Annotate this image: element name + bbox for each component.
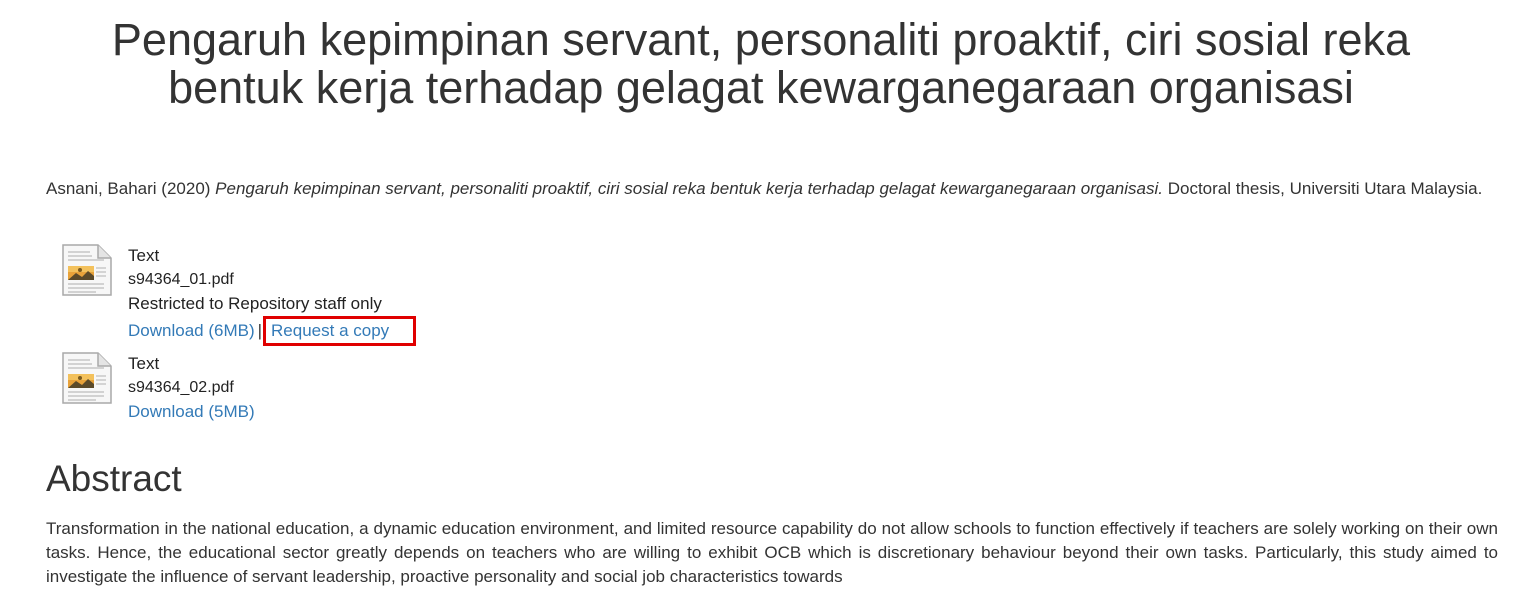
action-separator: | [257,321,263,340]
file-actions [128,316,416,346]
file-meta-1 [128,244,416,346]
file-entry-2 [60,352,660,424]
abstract-body: Transformation in the national education, a dynamic education environment, and limited resource capability do not allow schools to function effectively if teachers are solely working on their own tasks. Hence, the educational sector greatly depends on teachers who are willing to exhibit OCB which is discretionary behaviour beyond their own tasks. Particularly, this study aimed to investigate the influence of servant leadership, proactive personality and social job characteristics towards [46,519,1498,586]
citation-title: Pengaruh kepimpinan servant, personaliti proaktif, ciri sosial reka bentuk kerja terhadap gelagat kewarganegaraan organisasi. [215,179,1163,198]
citation-authors: Asnani, Bahari (2020) [46,179,216,198]
pdf-document-icon[interactable] [60,352,113,405]
file-restriction: Restricted to Repository staff only [128,294,382,313]
file-actions [128,400,255,424]
file-entry-1 [60,244,660,344]
abstract-heading: Abstract [46,458,182,499]
download-link-5mb[interactable]: Download (5MB) [128,402,255,421]
page-title: Pengaruh kepimpinan servant, personaliti proaktif, ciri sosial reka bentuk kerja terhadap gelagat kewarganegaraan organisasi [111,14,1411,113]
download-link-6mb[interactable]: Download (6MB) [128,321,255,340]
file-type: Text [128,246,160,265]
file-name: s94364_01.pdf [128,271,234,288]
request-copy-link[interactable]: Request a copy [271,321,390,340]
file-name: s94364_02.pdf [128,379,234,396]
pdf-document-icon[interactable] [60,244,113,297]
file-type: Text [128,354,160,373]
citation-details: Doctoral thesis, Universiti Utara Malaysia. [1163,179,1483,198]
request-copy-highlight-box [263,316,416,346]
citation [46,177,1501,201]
file-meta-2 [128,352,255,424]
